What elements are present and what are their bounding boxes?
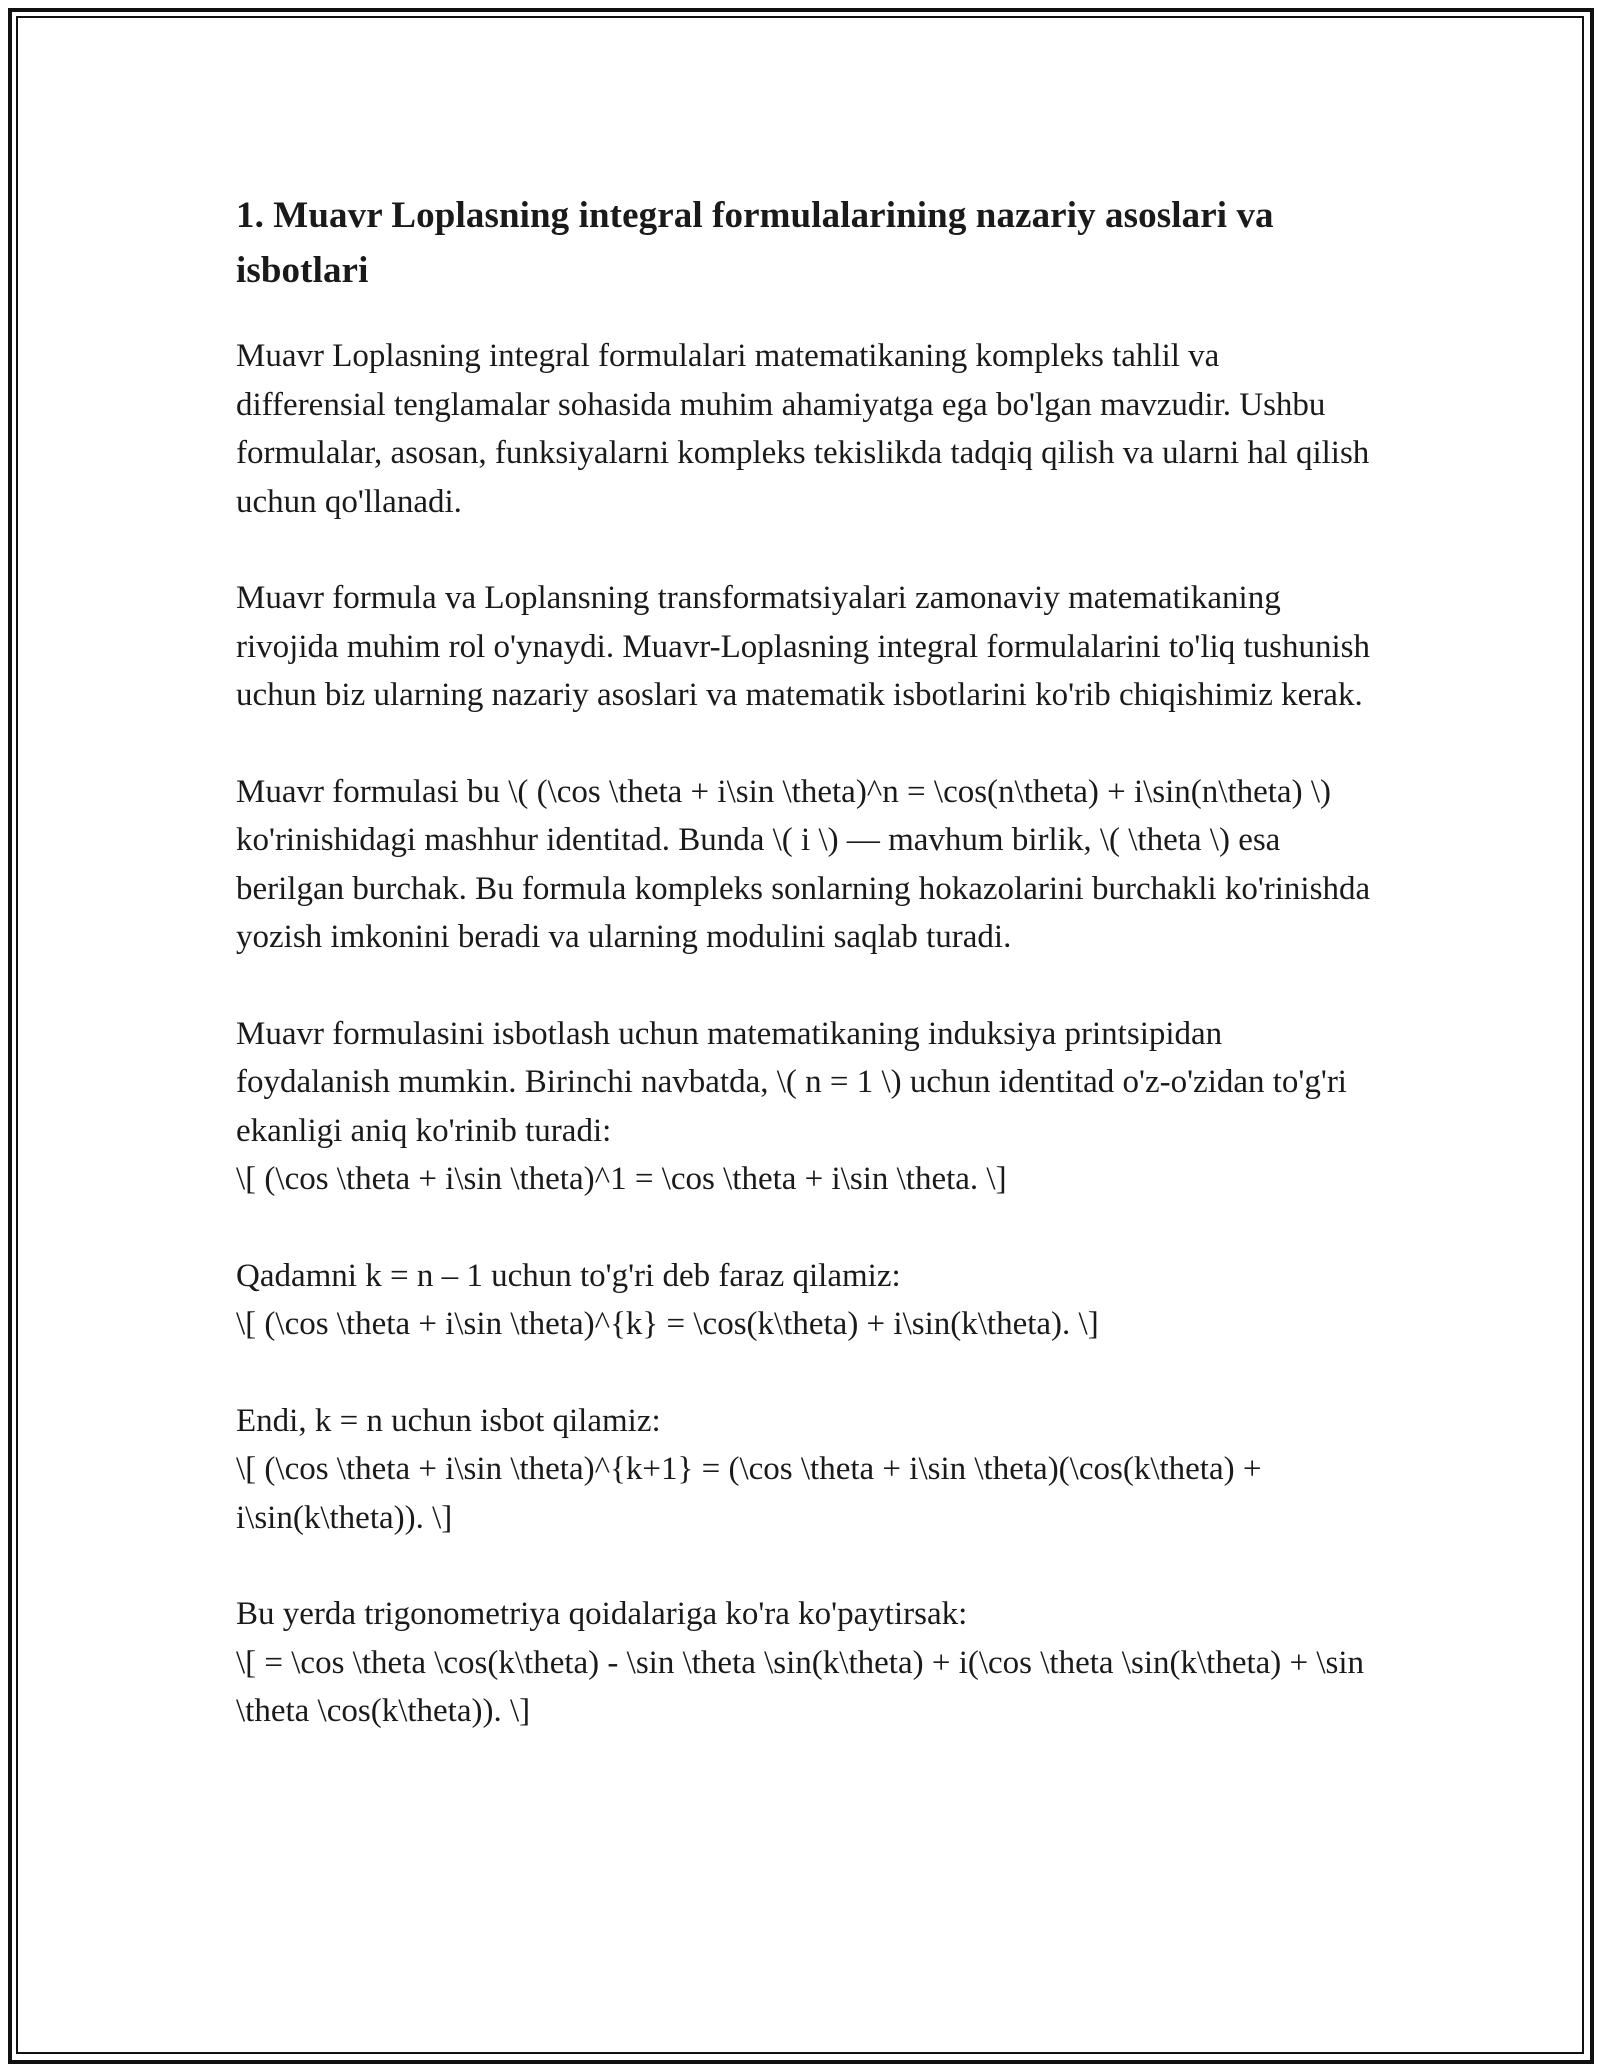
- paragraph-line: Endi, k = n uchun isbot qilamiz:: [236, 1402, 661, 1439]
- paragraph-line: Bu yerda trigonometriya qoidalariga ko'ra ko'paytirsak:: [236, 1596, 968, 1632]
- paragraph-induction-step: [236, 1397, 1376, 1543]
- formula-line: \[ = \cos \theta \cos(k\theta) - \sin \theta \sin(k\theta) + i(\cos \theta \sin(k\theta) + \sin \theta \cos(k\theta)). \]: [236, 1644, 1365, 1729]
- paragraph-intro: [236, 332, 1376, 526]
- paragraph-induction-hypothesis: [236, 1252, 1376, 1349]
- paragraph-trig-expansion: [236, 1590, 1376, 1736]
- document-body: [236, 188, 1376, 1784]
- paragraph-line: Muavr Loplasning integral formulalari matematikaning kompleks tahlil va differensial tenglamalar sohasida muhim ahamiyatga ega bo'lgan mavzudir. Ushbu formulalar, asosan, funksiyalarni kompleks tekislikda tadqiq qilish va ularni hal qilish uchun qo'llanadi.: [236, 338, 1370, 520]
- paragraph-transformations: [236, 574, 1376, 720]
- formula-line: \[ (\cos \theta + i\sin \theta)^{k} = \cos(k\theta) + i\sin(k\theta). \]: [236, 1306, 1099, 1342]
- paragraph-induction-base: [236, 1010, 1376, 1204]
- paragraph-line: Muavr formula va Loplansning transformatsiyalari zamonaviy matematikaning rivojida muhim rol o'ynaydi. Muavr-Loplasning integral formulalarini to'liq tushunish uchun biz ularning nazariy asoslari va matematik isbotlarini ko'rib chiqishimiz kerak.: [236, 580, 1370, 713]
- paragraph-line: Muavr formulasini isbotlash uchun matematikaning induksiya printsipidan foydalanish mumkin. Birinchi navbatda, \( n = 1 \) uchun identitad o'z-o'zidan to'g'ri ekanligi aniq ko'rinib turadi:: [236, 1015, 1347, 1149]
- formula-line: \[ (\cos \theta + i\sin \theta)^1 = \cos \theta + i\sin \theta. \]: [236, 1161, 1007, 1197]
- paragraph-line: Qadamni k = n – 1 uchun to'g'ri deb faraz qilamiz:: [236, 1257, 901, 1294]
- paragraph-line: Muavr formulasi bu \( (\cos \theta + i\sin \theta)^n = \cos(n\theta) + i\sin(n\theta) \) ko'rinishidagi mashhur identitad. Bunda \( i \) — mavhum birlik, \( \theta \) esa berilgan burchak. Bu formula kompleks sonlarning hokazolarini burchakli ko'rinishda yozish imkonini beradi va ularning modulini saqlab turadi.: [236, 773, 1371, 955]
- document-title: 1. Muavr Loplasning integral formulalarining nazariy asoslari va isbotlari: [236, 195, 1274, 291]
- formula-line: \[ (\cos \theta + i\sin \theta)^{k+1} = (\cos \theta + i\sin \theta)(\cos(k\theta) + i\sin(k\theta)). \]: [236, 1451, 1262, 1536]
- paragraph-muavr-formula: [236, 768, 1376, 962]
